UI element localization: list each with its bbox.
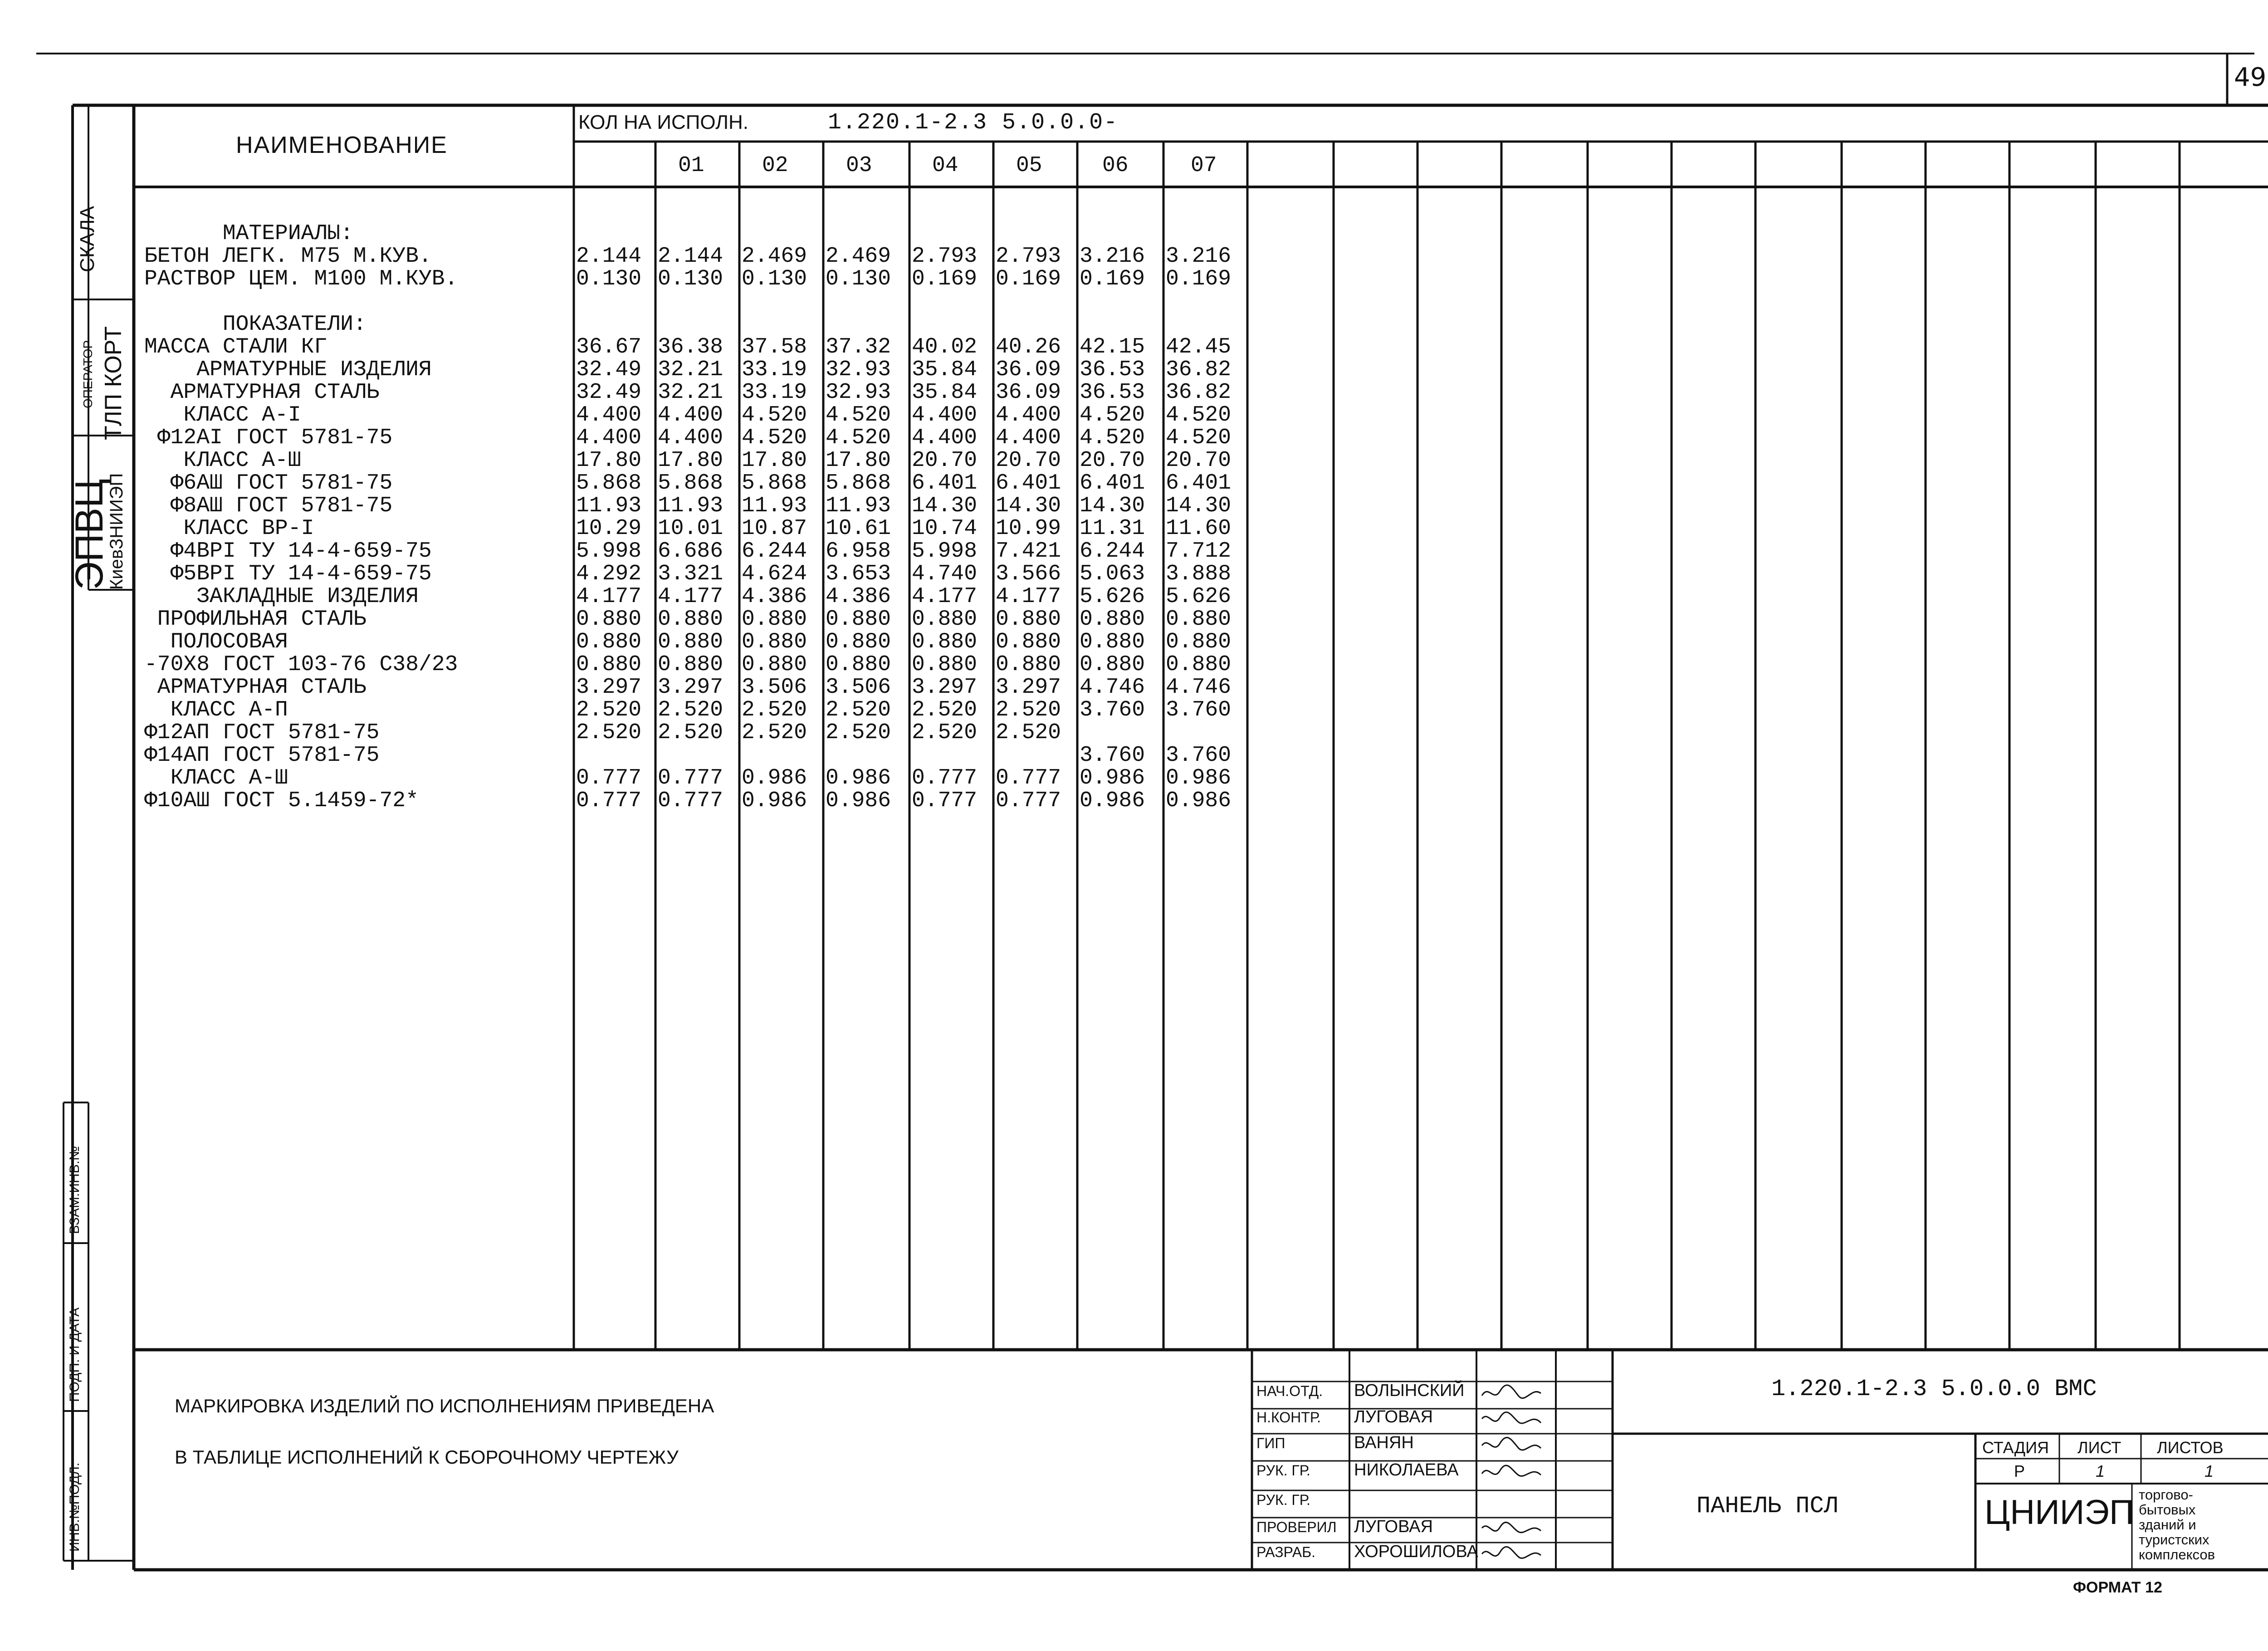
row-value: 11.93 (742, 494, 807, 518)
table-row (136, 404, 2223, 426)
row-value: 3.506 (826, 675, 891, 700)
signature-name: ВОЛЫНСКИЙ (1354, 1381, 1465, 1400)
row-value: 3.216 (1166, 244, 1232, 269)
row-value: 36.53 (1080, 380, 1145, 405)
row-value: 17.80 (742, 448, 807, 473)
row-value: 4.520 (826, 403, 891, 427)
row-value: 3.760 (1080, 698, 1145, 722)
row-value: 42.15 (1080, 335, 1145, 359)
row-name: КЛАСС ВР-I (144, 516, 314, 541)
row-value: 4.520 (742, 426, 807, 450)
row-value: 37.58 (742, 335, 807, 359)
organization-description-line: туристских (2139, 1532, 2209, 1548)
variant-column-header: 03 (846, 153, 872, 178)
table-row (136, 789, 2223, 812)
signature-name: ХОРОШИЛОВА (1354, 1542, 1478, 1561)
row-value: 0.880 (1166, 630, 1232, 654)
row-name: Ф14АП ГОСТ 5781-75 (144, 743, 380, 768)
row-value: 0.986 (1080, 766, 1145, 790)
row-value: 10.99 (996, 516, 1061, 541)
row-value: 2.469 (826, 244, 891, 269)
handwritten-signature (1480, 1461, 1543, 1483)
row-value: 4.400 (996, 426, 1061, 450)
row-name: ПРОФИЛЬНАЯ СТАЛЬ (144, 607, 367, 632)
row-value: 6.686 (658, 539, 723, 563)
table-row (136, 517, 2223, 540)
table-row (136, 381, 2223, 404)
table-row (136, 540, 2223, 563)
row-value: 0.880 (576, 652, 642, 677)
row-value: 40.26 (996, 335, 1061, 359)
table-row (136, 608, 2223, 631)
table-row (136, 268, 2223, 290)
note-line-2: В ТАБЛИЦЕ ИСПОЛНЕНИЙ К СБОРОЧНОМУ ЧЕРТЕЖУ (175, 1446, 679, 1468)
row-name: КЛАСС А-I (144, 403, 301, 427)
row-value: 0.880 (826, 607, 891, 632)
row-value: 3.760 (1166, 698, 1232, 722)
row-value: 0.777 (996, 789, 1061, 813)
row-value: 0.880 (996, 630, 1061, 654)
row-value: 0.986 (826, 766, 891, 790)
row-value: 5.063 (1080, 562, 1145, 586)
row-value: 4.520 (826, 426, 891, 450)
drawing-title: ПАНЕЛЬ ПСЛ (1696, 1493, 1838, 1519)
table-row (136, 721, 2223, 744)
row-value: 20.70 (1166, 448, 1232, 473)
table-row (136, 336, 2223, 358)
variant-column-header: 06 (1102, 153, 1129, 178)
row-value: 0.880 (576, 607, 642, 632)
row-name: ПОКАЗАТЕЛИ: (144, 312, 367, 337)
row-value: 0.880 (742, 652, 807, 677)
variant-column-header: 04 (932, 153, 958, 178)
row-value: 0.169 (912, 267, 978, 291)
row-value: 3.653 (826, 562, 891, 586)
row-value: 36.09 (996, 380, 1061, 405)
row-value: 2.520 (826, 720, 891, 745)
row-value: 36.53 (1080, 358, 1145, 382)
row-value: 36.82 (1166, 380, 1232, 405)
row-value: 0.880 (1080, 652, 1145, 677)
row-value: 5.998 (576, 539, 642, 563)
variant-column-header: 05 (1016, 153, 1042, 178)
row-value: 0.880 (1080, 607, 1145, 632)
row-value: 0.880 (658, 630, 723, 654)
row-name: ПОЛОСОВАЯ (144, 630, 288, 654)
row-value: 11.93 (658, 494, 723, 518)
row-value: 17.80 (658, 448, 723, 473)
organization-description-line: бытовых (2139, 1502, 2196, 1518)
signature-name: НИКОЛАЕВА (1354, 1460, 1459, 1480)
row-value: 6.244 (1080, 539, 1145, 563)
row-name: БЕТОН ЛЕГК. М75 М.КУВ. (144, 244, 432, 269)
row-value: 0.880 (1166, 607, 1232, 632)
row-value: 17.80 (576, 448, 642, 473)
row-value: 3.216 (1080, 244, 1145, 269)
sheet-label: ЛИСТ (2077, 1438, 2121, 1457)
row-value: 2.520 (658, 698, 723, 722)
stage-label: СТАДИЯ (1982, 1438, 2049, 1457)
stamp-epvc: ЭПВЦ (68, 479, 111, 590)
row-value: 0.169 (996, 267, 1061, 291)
handwritten-signature (1480, 1434, 1543, 1456)
row-value: 0.986 (742, 766, 807, 790)
row-value: 32.21 (658, 358, 723, 382)
row-value: 0.777 (996, 766, 1061, 790)
row-value: 2.144 (658, 244, 723, 269)
row-value: 4.400 (912, 426, 978, 450)
row-name: КЛАСС А-П (144, 698, 288, 722)
row-value: 4.624 (742, 562, 807, 586)
row-value: 4.400 (996, 403, 1061, 427)
signature-name: ЛУГОВАЯ (1354, 1517, 1433, 1536)
row-name: ЗАКЛАДНЫЕ ИЗДЕЛИЯ (144, 584, 419, 609)
row-value: 14.30 (1080, 494, 1145, 518)
qty-label: КОЛ НА ИСПОЛН. (578, 111, 748, 133)
row-value: 11.31 (1080, 516, 1145, 541)
row-value: 3.297 (576, 675, 642, 700)
row-value: 0.986 (826, 789, 891, 813)
row-name: АРМАТУРНАЯ СТАЛЬ (144, 380, 380, 405)
row-value: 0.169 (1080, 267, 1145, 291)
handwritten-signature (1480, 1543, 1543, 1565)
row-value: 20.70 (1080, 448, 1145, 473)
row-value: 0.880 (1080, 630, 1145, 654)
row-value: 7.712 (1166, 539, 1232, 563)
row-value: 3.321 (658, 562, 723, 586)
row-value: 32.93 (826, 358, 891, 382)
row-value: 42.45 (1166, 335, 1232, 359)
row-value: 0.986 (1166, 789, 1232, 813)
signature-role: РАЗРАБ. (1256, 1544, 1315, 1560)
row-value: 10.74 (912, 516, 978, 541)
row-value: 4.400 (658, 403, 723, 427)
row-value: 4.177 (658, 584, 723, 609)
variant-column-header: 07 (1191, 153, 1217, 178)
row-value: 17.80 (826, 448, 891, 473)
row-value: 0.986 (1166, 766, 1232, 790)
row-value: 0.777 (658, 789, 723, 813)
name-column-header: НАИМЕНОВАНИЕ (236, 132, 448, 158)
row-value: 0.777 (576, 766, 642, 790)
row-value: 3.297 (912, 675, 978, 700)
stage-value: Р (2014, 1462, 2025, 1480)
row-value: 0.880 (826, 630, 891, 654)
row-value: 3.566 (996, 562, 1061, 586)
stamp-operator: ОПЕРАТОР (81, 340, 95, 408)
row-name: Ф10АШ ГОСТ 5.1459-72* (144, 789, 419, 813)
row-value: 4.400 (912, 403, 978, 427)
row-value: 0.130 (742, 267, 807, 291)
row-name: АРМАТУРНЫЕ ИЗДЕЛИЯ (144, 358, 432, 382)
row-value: 4.520 (742, 403, 807, 427)
sheets-label: ЛИСТОВ (2157, 1438, 2224, 1457)
row-value: 0.986 (742, 789, 807, 813)
table-row (136, 495, 2223, 517)
table-row (136, 744, 2223, 767)
row-value: 11.60 (1166, 516, 1232, 541)
row-value: 2.520 (742, 698, 807, 722)
row-value: 0.777 (576, 789, 642, 813)
handwritten-signature (1480, 1518, 1543, 1540)
row-value: 14.30 (996, 494, 1061, 518)
row-value: 32.49 (576, 380, 642, 405)
table-row (136, 245, 2223, 268)
row-value: 6.958 (826, 539, 891, 563)
table-row (136, 449, 2223, 472)
handwritten-signature (1480, 1408, 1543, 1430)
row-value: 0.169 (1166, 267, 1232, 291)
row-value: 0.880 (996, 652, 1061, 677)
row-value: 3.760 (1166, 743, 1232, 768)
organization-name: ЦНИИЭП (1984, 1493, 2134, 1532)
row-value: 0.880 (912, 630, 978, 654)
row-value: 4.292 (576, 562, 642, 586)
row-value: 14.30 (912, 494, 978, 518)
row-value: 32.49 (576, 358, 642, 382)
stamp-tlp: ТЛП КОРТ (100, 326, 127, 440)
row-value: 0.880 (742, 630, 807, 654)
row-value: 7.421 (996, 539, 1061, 563)
row-value: 5.868 (658, 471, 723, 495)
sheets-value: 1 (2204, 1462, 2214, 1480)
format-label: ФОРМАТ 12 (2073, 1579, 2162, 1596)
row-value: 35.84 (912, 358, 978, 382)
row-value: 0.130 (658, 267, 723, 291)
row-value: 2.469 (742, 244, 807, 269)
table-row (136, 563, 2223, 585)
row-value: 0.130 (826, 267, 891, 291)
row-value: 0.880 (1166, 652, 1232, 677)
row-name: Ф6АШ ГОСТ 5781-75 (144, 471, 393, 495)
row-value: 6.401 (1166, 471, 1232, 495)
row-value: 4.400 (658, 426, 723, 450)
row-value: 37.32 (826, 335, 891, 359)
table-row (136, 358, 2223, 381)
row-value: 4.746 (1080, 675, 1145, 700)
row-value: 0.986 (1080, 789, 1145, 813)
organization-description-line: зданий и (2139, 1517, 2196, 1533)
row-value: 4.386 (742, 584, 807, 609)
handwritten-signature (1480, 1382, 1543, 1404)
row-value: 33.19 (742, 380, 807, 405)
row-value: 2.793 (912, 244, 978, 269)
row-name: АРМАТУРНАЯ СТАЛЬ (144, 675, 367, 700)
row-value: 32.21 (658, 380, 723, 405)
row-value: 3.506 (742, 675, 807, 700)
stamp-scale: СКАЛА (76, 206, 98, 272)
table-row (136, 699, 2223, 721)
signature-role: ПРОВЕРИЛ (1256, 1519, 1337, 1535)
row-value: 36.67 (576, 335, 642, 359)
signature-role: Н.КОНТР. (1256, 1409, 1321, 1426)
sheet-value: 1 (2096, 1462, 2105, 1480)
row-value: 0.880 (576, 630, 642, 654)
row-value: 3.760 (1080, 743, 1145, 768)
row-value: 4.177 (912, 584, 978, 609)
table-row (136, 313, 2223, 336)
row-value: 4.400 (576, 403, 642, 427)
row-value: 6.401 (1080, 471, 1145, 495)
signature-role: ГИП (1256, 1435, 1286, 1451)
variant-column-header: 01 (678, 153, 704, 178)
signature-name: ВАНЯН (1354, 1433, 1414, 1452)
document-code: 1.220.1-2.3 5.0.0.0 ВМС (1771, 1376, 2097, 1402)
row-value: 2.520 (826, 698, 891, 722)
organization-description (2139, 1487, 2215, 1562)
row-value: 36.09 (996, 358, 1061, 382)
row-value: 5.626 (1080, 584, 1145, 609)
row-value: 0.880 (996, 607, 1061, 632)
table-row (136, 653, 2223, 676)
row-value: 32.93 (826, 380, 891, 405)
row-value: 4.177 (576, 584, 642, 609)
row-value: 10.61 (826, 516, 891, 541)
row-value: 2.520 (576, 698, 642, 722)
row-value: 11.93 (576, 494, 642, 518)
row-value: 33.19 (742, 358, 807, 382)
row-value: 5.868 (576, 471, 642, 495)
row-value: 0.777 (912, 766, 978, 790)
signature-role: РУК. ГР. (1256, 1462, 1310, 1479)
row-value: 4.520 (1080, 403, 1145, 427)
table-row (136, 472, 2223, 495)
row-value: 2.793 (996, 244, 1061, 269)
row-value: 36.82 (1166, 358, 1232, 382)
row-value: 0.880 (912, 607, 978, 632)
stamp-vzam: ВЗАМ.ИНВ.№ (67, 1146, 82, 1234)
signature-name: ЛУГОВАЯ (1354, 1407, 1433, 1426)
row-value: 4.386 (826, 584, 891, 609)
organization-description-line: комплексов (2139, 1547, 2215, 1563)
row-value: 20.70 (912, 448, 978, 473)
row-value: 14.30 (1166, 494, 1232, 518)
row-value: 5.626 (1166, 584, 1232, 609)
row-value: 3.297 (658, 675, 723, 700)
row-value: 40.02 (912, 335, 978, 359)
table-row (136, 585, 2223, 608)
row-value: 0.880 (658, 607, 723, 632)
sheet-number: 49 (2234, 63, 2267, 92)
row-value: 2.520 (912, 698, 978, 722)
row-value: 5.868 (826, 471, 891, 495)
row-value: 2.520 (996, 698, 1061, 722)
row-value: 10.87 (742, 516, 807, 541)
organization-description-line: торгово- (2139, 1487, 2193, 1503)
table-row (136, 222, 2223, 245)
row-value: 2.520 (658, 720, 723, 745)
row-value: 6.401 (912, 471, 978, 495)
signature-role: РУК. ГР. (1256, 1492, 1310, 1508)
row-value: 0.777 (658, 766, 723, 790)
row-name: Ф8АШ ГОСТ 5781-75 (144, 494, 393, 518)
stamp-kiev: КиевЗНИИЭП (107, 473, 127, 590)
row-name: КЛАСС А-Ш (144, 448, 301, 473)
row-value: 4.520 (1166, 403, 1232, 427)
row-value: 0.777 (912, 789, 978, 813)
row-value: 2.520 (996, 720, 1061, 745)
row-value: 0.880 (658, 652, 723, 677)
variant-code-label: 1.220.1-2.3 5.0.0.0- (828, 110, 1119, 136)
row-value: 2.520 (576, 720, 642, 745)
stamp-podp: ПОДП. И ДАТА (67, 1307, 82, 1402)
row-value: 11.93 (826, 494, 891, 518)
signature-role: НАЧ.ОТД. (1256, 1383, 1323, 1399)
row-value: 5.868 (742, 471, 807, 495)
table-row (136, 631, 2223, 653)
row-value: 0.880 (742, 607, 807, 632)
row-value: 10.29 (576, 516, 642, 541)
row-name: Ф12АI ГОСТ 5781-75 (144, 426, 393, 450)
row-value: 4.400 (576, 426, 642, 450)
note-line-1: МАРКИРОВКА ИЗДЕЛИЙ ПО ИСПОЛНЕНИЯМ ПРИВЕДЕНА (175, 1395, 714, 1416)
row-value: 35.84 (912, 380, 978, 405)
row-value: 3.888 (1166, 562, 1232, 586)
row-name: РАСТВОР ЦЕМ. М100 М.КУВ. (144, 267, 458, 291)
row-value: 4.740 (912, 562, 978, 586)
table-row (136, 426, 2223, 449)
table-row (136, 676, 2223, 699)
row-value: 2.520 (742, 720, 807, 745)
row-name: Ф4ВРI ТУ 14-4-659-75 (144, 539, 432, 563)
row-name: -70Х8 ГОСТ 103-76 С38/23 (144, 652, 458, 677)
row-value: 4.520 (1166, 426, 1232, 450)
row-value: 4.177 (996, 584, 1061, 609)
row-value: 4.746 (1166, 675, 1232, 700)
row-value: 0.130 (576, 267, 642, 291)
row-name: Ф5ВРI ТУ 14-4-659-75 (144, 562, 432, 586)
table-row (136, 767, 2223, 789)
row-value: 36.38 (658, 335, 723, 359)
stamp-inv: ИНВ.№ПОДЛ. (67, 1462, 82, 1552)
table-row (136, 290, 2223, 313)
row-value: 0.880 (912, 652, 978, 677)
row-value: 2.144 (576, 244, 642, 269)
row-value: 20.70 (996, 448, 1061, 473)
row-value: 3.297 (996, 675, 1061, 700)
row-value: 5.998 (912, 539, 978, 563)
row-value: 0.880 (826, 652, 891, 677)
row-name: МАТЕРИАЛЫ: (144, 221, 353, 246)
row-value: 6.401 (996, 471, 1061, 495)
row-value: 2.520 (912, 720, 978, 745)
row-value: 6.244 (742, 539, 807, 563)
row-name: КЛАСС А-Ш (144, 766, 288, 790)
row-name: Ф12АП ГОСТ 5781-75 (144, 720, 380, 745)
row-value: 10.01 (658, 516, 723, 541)
row-value: 4.520 (1080, 426, 1145, 450)
variant-column-header: 02 (762, 153, 788, 178)
row-name: МАССА СТАЛИ КГ (144, 335, 327, 359)
